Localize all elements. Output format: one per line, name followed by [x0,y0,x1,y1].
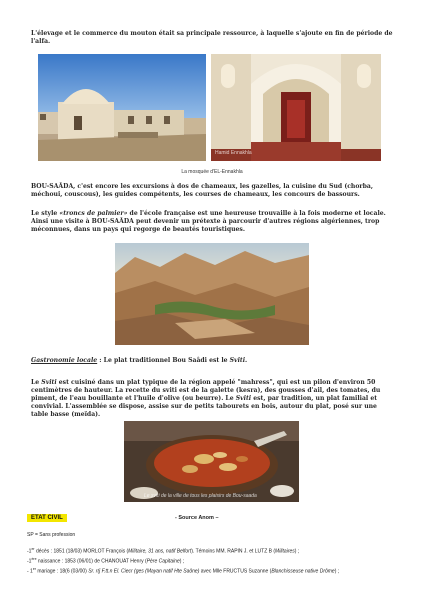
record-deces: -1er décès : 1851 (18/03) MORLOT François (Militaire, 31 ans, natif Belfort). Témoins MM. RAPIN J. et LUTZ B (Militaires) ; [27,547,300,555]
mosque-exterior-photo [38,54,206,161]
landscape-photo [115,243,309,345]
sviti-dish-photo [124,421,299,502]
record-mariage: - 1er mariage : 18(6 (03/00) Sr. r(j F.tt.n El. Ciecr (ges (Mayan natif Hte Saône) avec Mlle FRUCTUS Suzanne (Blanchisseuse native Drôme) ; [27,567,340,575]
photo-watermark: Hamid Ennakhla [215,150,252,156]
paragraph-style: Le style «troncs de palmier» de l'école française est une heureuse trouvaille à la fois moderne et locale. Ainsi une visite à BOU-SAÂDA peut devenir un prétexte à parcourir d'autres régions algériennes, trop méconnues, dans un pays qui regorge de beautés touristiques. [31,210,386,233]
photo-caption: La mosquée d'EL-Ennakhla [181,169,243,175]
paragraph-gastronomy: Gastronomie locale : Le plat traditionnel Bou Saâdi est le Sviti. [31,357,248,364]
etat-civil-heading: ETAT CIVIL [27,514,67,522]
paragraph-excursions: BOU-SAÂDA, c'est encore les excursions à dos de chameaux, les gazelles, la cuisine du Sud (chorba, méchoui, couscous), les guides compétents, les courses de chameaux, les concours de bassours. [31,183,373,198]
record-naissance: -1ère naissance : 1853 (06/01) de CHANOUAT Henry (Père Capitaine) ; [27,557,185,565]
photo-watermark: Le sviti de la ville de tous les plaisirs de Bou-saada [144,493,257,499]
source-label: - Source Anom – [175,515,219,521]
intro-paragraph: L'élevage et le commerce du mouton était sa principale ressource, à laquelle s'ajoute en fin de période de l'alfa. [31,30,393,45]
mosque-interior-photo [211,54,381,161]
sp-legend: SP = Sans profession [27,532,76,538]
paragraph-sviti: Le Sviti est cuisiné dans un plat typique de la région appelé "mahress", qui est un pilon d'environ 50 centimètres de hauteur. La recette du sviti est de la galette (kesra), des gousses d'ail, des tomates, du piment, de l'eau bouillante et l'huile d'olive (ou beurre). Le Sviti est, par tradition, un plat familial et convivial. L'assemblée se dispose, assise sur de petits tabourets en bois, autour du plat, posé sur une table basse (meïda). [31,379,381,418]
